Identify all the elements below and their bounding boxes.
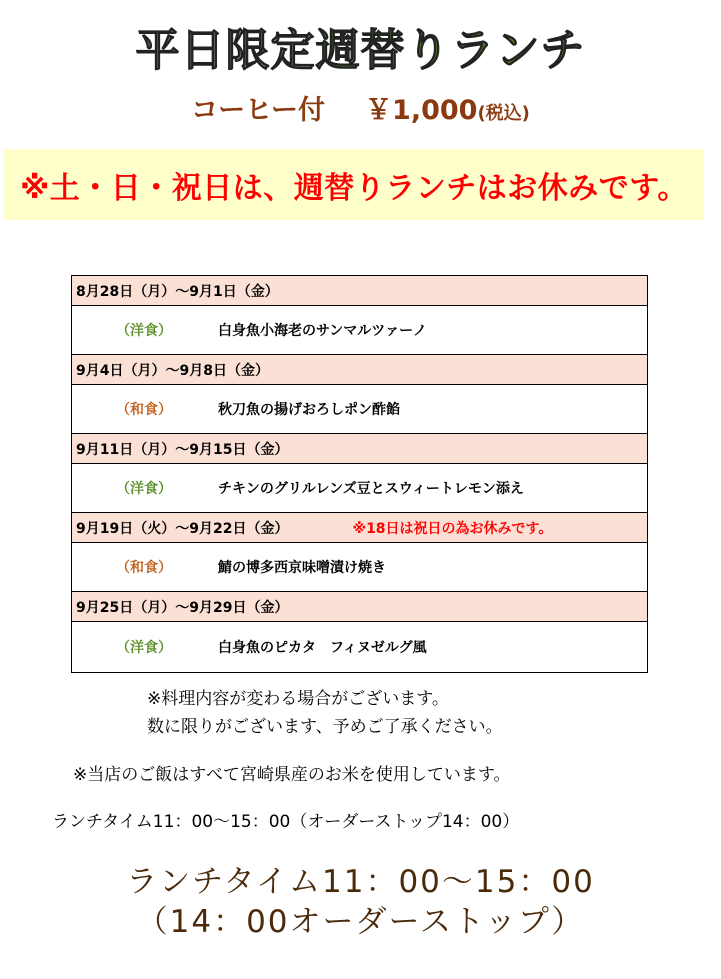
dish-category: （和食） <box>116 560 172 576</box>
week-period: 9月11日（月）～9月15日（金） <box>76 441 289 458</box>
dish-name: 白身魚小海老のサンマルツァーノ <box>218 323 427 339</box>
rice-notice: ※当店のご飯はすべて宮崎県産のお米を使用しています。 <box>73 765 511 785</box>
note-line-1: ※料理内容が変わる場合がございます。 <box>147 689 449 709</box>
dish-name: 秋刀魚の揚げおろしポン酢餡 <box>218 402 400 418</box>
menu-table <box>71 275 648 673</box>
dish-name: 白身魚のピカタ フィヌゼルグ風 <box>218 640 427 656</box>
week-dish-row <box>72 622 647 672</box>
week-period-row <box>72 355 647 385</box>
title-weekly-lunch: 週替りランチ <box>315 25 586 76</box>
notes <box>147 685 503 741</box>
dish-name: チキンのグリルレンズ豆とスウィートレモン添え <box>218 481 524 497</box>
dish-name: 鯖の博多西京味噌漬け焼き <box>218 560 386 576</box>
holiday-notice: ※土・日・祝日は、週替りランチはお休みです。 <box>4 149 704 220</box>
week-dish-row <box>72 464 647 513</box>
lunch-time-large <box>0 862 721 942</box>
price-tax: (税込) <box>477 103 530 124</box>
note-line-2: 数に限りがございます、予めご了承ください。 <box>147 717 503 737</box>
price-line <box>0 88 721 127</box>
lunch-time-small: ランチタイム11：00～15：00（オーダーストップ14：00） <box>52 812 520 832</box>
week-period-row <box>72 513 647 543</box>
week-period-row <box>72 276 647 306</box>
title-weekday-limited: 平日限定 <box>135 25 316 76</box>
price-amount: ￥1,000 <box>365 95 478 126</box>
lunch-time-large-line1: ランチタイム11：00～15：00 <box>126 864 595 900</box>
week-period: 9月19日（火）～9月22日（金） <box>76 520 289 537</box>
lunch-time-large-line2: （14：00オーダーストップ） <box>136 904 585 940</box>
dish-category: （洋食） <box>116 640 172 656</box>
dish-category: （和食） <box>116 402 172 418</box>
dish-category: （洋食） <box>116 481 172 497</box>
week-period: 8月28日（月）～9月1日（金） <box>76 283 279 300</box>
week-period: 9月25日（月）～9月29日（金） <box>76 599 289 616</box>
week-period-row <box>72 592 647 622</box>
week-dish-row <box>72 306 647 355</box>
price-label: コーヒー付 <box>191 95 326 126</box>
week-dish-row <box>72 385 647 434</box>
week-period: 9月4日（月）～9月8日（金） <box>76 362 269 379</box>
week-period-row <box>72 434 647 464</box>
page-title <box>0 14 721 78</box>
week-note: ※18日は祝日の為お休みです。 <box>352 520 553 537</box>
dish-category: （洋食） <box>116 323 172 339</box>
week-dish-row <box>72 543 647 592</box>
